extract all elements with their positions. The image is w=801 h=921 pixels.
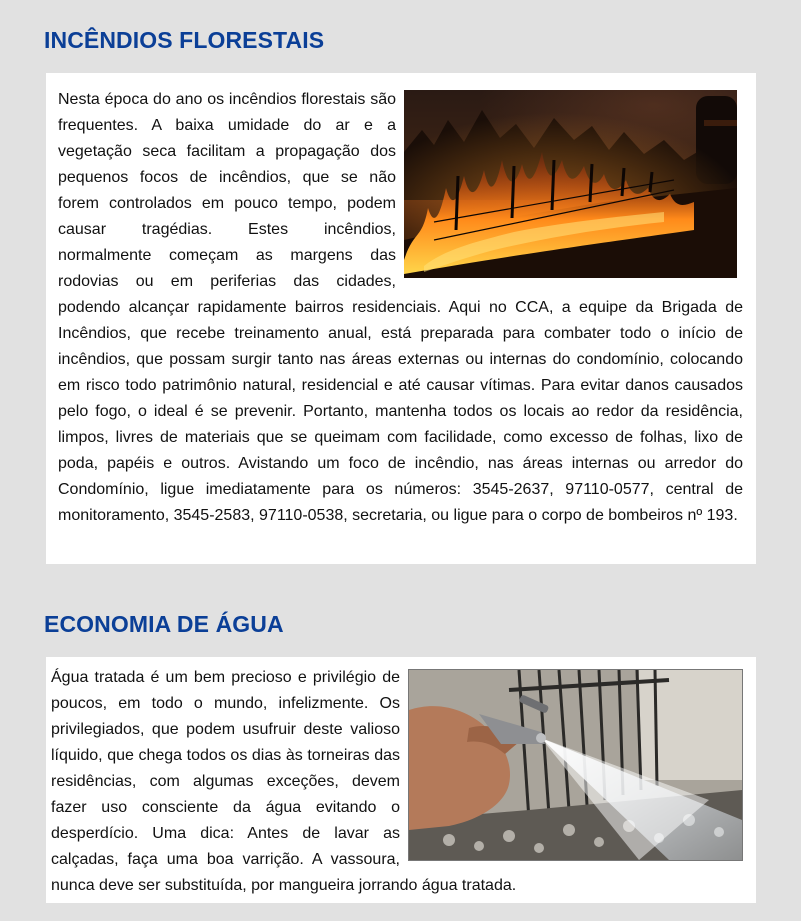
forest-fire-photo bbox=[404, 90, 737, 278]
water-hose-photo bbox=[408, 669, 743, 861]
section-title-water-saving: ECONOMIA DE ÁGUA bbox=[44, 611, 284, 637]
section-title-forest-fires: INCÊNDIOS FLORESTAIS bbox=[44, 27, 325, 53]
forest-fires-card bbox=[46, 73, 756, 564]
forest-fires-text: Nesta época do ano os incêndios florestais são frequentes. A baixa umidade do ar e a vegetação seca facilitam a propagação dos pequenos focos de incêndios, que se não forem controlados em pouco tempo, podem causar tragédias. Estes incêndios, normalmente começam as margens das rodovias ou em periferias das cidades, podendo alcançar rapidamente bairros residenciais. Aqui no CCA, a equipe da Brigada de Incêndios, que recebe treinamento anual, está preparada para combater todo o início de incêndios, que possam surgir tanto nas áreas externas ou internas do condomínio, colocando em risco todo patrimônio natural, residencial e até causar vítimas. Para evitar danos causados pelo fogo, o ideal é se prevenir. Portanto, mantenha todos os locais ao redor da residência, limpos, livres de materiais que se queimam com facilidade, como excesso de folhas, lixo de poda, papéis e outros. Avistando um foco de incêndio, nas áreas internas ou arredor do Condomínio, ligue imediatamente para os números: 3545-2637, 97110-0577, central de monitoramento, 3545-2583, 97110-0538, secretaria, ou ligue para o corpo de bombeiros nº 193. bbox=[58, 91, 743, 524]
water-saving-card bbox=[46, 657, 756, 903]
water-saving-text: Água tratada é um bem precioso e privilégio de poucos, em todo o mundo, infelizmente. Os privilegiados, que podem usufruir deste valioso líquido, que chega todos os dias às torneiras das residências, com algumas exceções, devem fazer uso consciente da água evitando o desperdício. Uma dica: Antes de lavar as calçadas, faça uma boa varrição. A vassoura, nunca deve ser substituída, por mangueira jorrando água tratada. bbox=[51, 669, 517, 894]
fire-image bbox=[404, 90, 737, 278]
hose-image bbox=[409, 670, 742, 860]
